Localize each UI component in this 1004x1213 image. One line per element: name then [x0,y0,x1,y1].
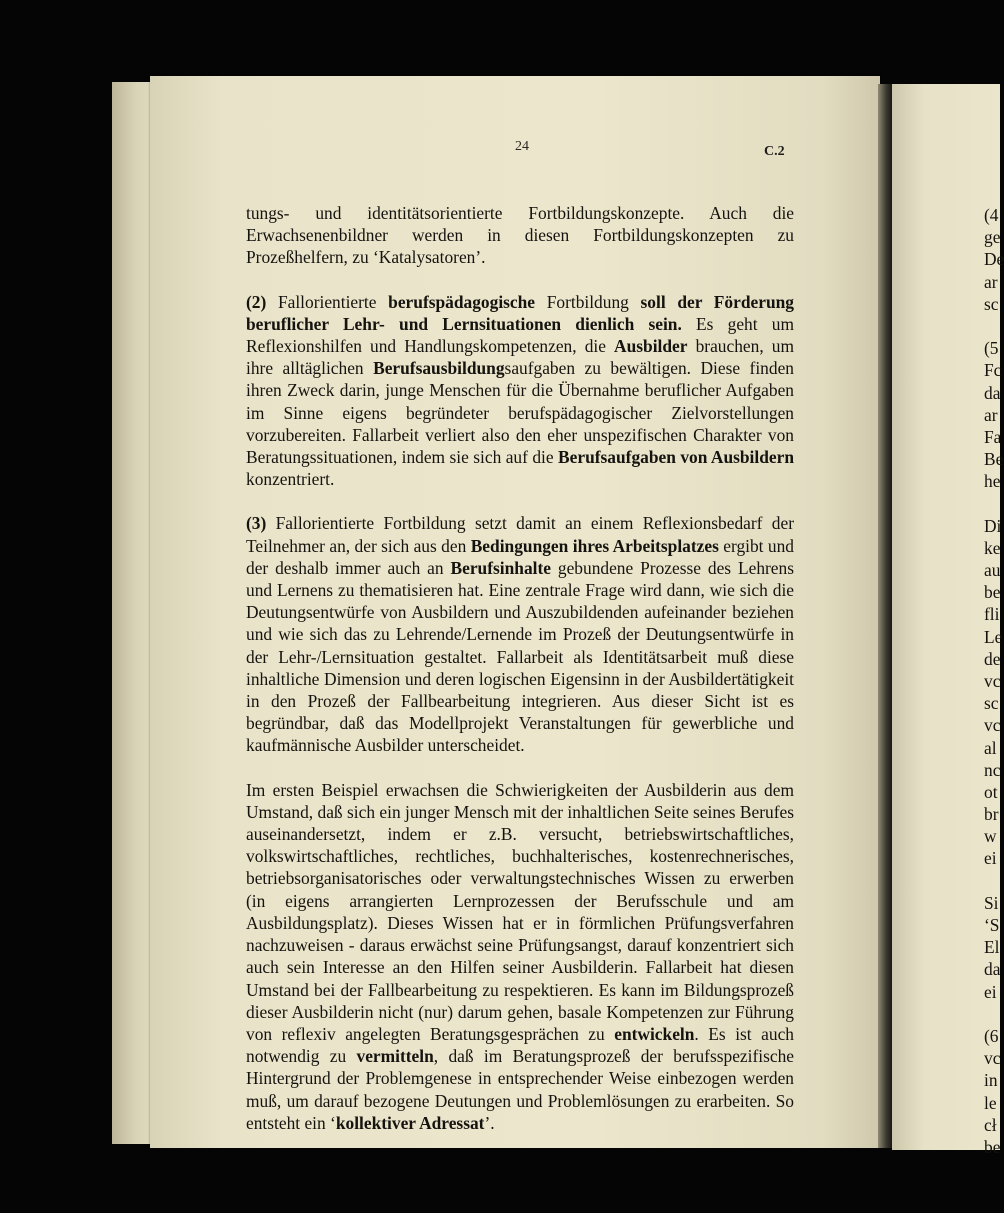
text-run: tungs- und identitätsorientierte Fortbildungskonzepte. Auch die Erwachsenenbildner werden in diesen Fortbildungskonzepten zu Prozeßhelfern, zu ‘Katalysatoren’. [246,203,794,268]
text-run: . Es ist auch notwendig zu [246,1023,794,1067]
right-page-fragment: ‘S [984,915,1000,935]
right-page-fragment: au [984,560,1001,580]
right-page-fragment: sc [984,293,999,314]
text-run: Fallorientierte [266,291,389,312]
right-page-fragment: fli [984,604,1000,625]
text-run: Fallorientierte Fortbildung setzt damit an einem Reflexionsbedarf der Teilnehmer an, der sich aus den [246,513,794,556]
right-page-fragment: ot [984,781,998,802]
text-run: konzentriert. [246,469,335,490]
bold-text: Ausbilder [614,336,688,357]
right-page-fragment: de [984,648,1001,669]
right-page-fragment: De [984,249,1004,270]
right-page-fragment: vc [984,1048,1001,1069]
right-page-fragment: vc [984,670,1001,691]
body-text [246,202,794,1156]
bold-text: berufspädagogische [388,291,536,312]
text-run: saufgaben zu bewältigen. Diese finden ihren Zweck darin, junge Menschen für die Übernahme beruflicher Aufgaben im Sinne eigens begründeter berufspädagogischer Zielvorstellungen vorzubereiten. Fallarbeit verliert also den eher unspezifischen Charakter von Beratungssituationen, indem sie sich auf die [246,358,794,468]
right-page-fragment: he [984,471,1001,492]
bold-text: kollektiver Adressat [335,1112,485,1133]
text-run: Im ersten Beispiel erwachsen die Schwierigkeiten der Ausbilderin aus dem Umstand, daß sich ein junger Mensch mit der inhaltlichen Seite seines Berufes auseinandersetzt, indem er z.B. versucht, betriebswirtschaftliches, volkswirtschaftliches, rechtliches, buchhalterisches, kostenrechnerisches, betriebsorganisatorisches oder verwaltungstechnisches Wissen zu erwerben (in eigens arrangierten Lernprozessen der Berufsschule und am Ausbildungsplatz). Dieses Wissen hat er in förmlichen Prüfungsverfahren nachzuweisen - daraus erwächst seine Prüfungsangst, darauf konzentriert sich auch sein Interesse an den Hilfen seiner Ausbilderin. Fallarbeit hat diesen Umstand bei der Fallbearbeitung zu respektieren. Es kann im Bildungsprozeß dieser Ausbilderin nicht (nur) darum gehen, basale Kompetenzen zur Führung von reflexiv angelegten Beratungsgesprächen zu [246,779,794,1044]
right-page-fragment: ei [984,981,997,1002]
right-page-fragment [984,870,1000,892]
right-page-fragment: ar [984,404,998,425]
right-page-fragment: w [984,826,997,847]
section-id: C.2 [764,144,785,159]
right-page-fragment: Be [984,449,1004,470]
right-page-text-fragments [984,204,1004,1158]
bold-text: vermitteln [356,1046,434,1067]
right-page-fragment: da [984,959,1001,980]
right-page-fragment: be [984,582,1001,603]
text-run: ’. [484,1112,495,1133]
bold-text: (2) [246,291,267,312]
right-page-fragment: Fa [984,426,1002,447]
text-run: ergibt und der deshalb immer auch an [246,535,795,578]
bold-text: Berufsausbildung [373,358,505,379]
right-page-fragment: be [984,1136,1001,1157]
text-run: Es geht um Reflexionshilfen und Handlungskompetenzen, die [246,313,794,357]
paragraph [246,202,794,269]
right-page-fragment: ei [984,848,997,869]
right-page-fragment [984,315,1000,337]
right-page-fragment: ar [984,271,998,292]
right-page-fragment: Di [984,515,1002,536]
bold-text: (3) [246,513,267,534]
right-page-fragment: da [984,382,1001,403]
text-run: Fortbildung [535,291,641,312]
paragraph [246,779,794,1134]
book-gutter [878,84,892,1148]
right-page-fragment [984,492,1000,514]
right-page-fragment: El [984,937,1000,958]
text-run: , daß im Beratungsprozeß der berufsspezifische Hintergrund der Problemgenese in entsprechender Weise einbezogen werden muß, um darauf bezogene Deutungen und Problemlösungen zu erarbeiten. So entsteht ein ‘ [246,1046,794,1133]
right-page-fragment: ke [984,537,1001,558]
bold-text: Berufsaufgaben von Ausbildern [558,447,794,468]
right-page-fragment: (4 [984,205,999,225]
right-page-fragment: nc [984,759,1001,780]
right-page-fragment: Fc [984,360,1002,381]
page-number: 24 [515,139,529,154]
right-page-fragment: cł [984,1114,997,1135]
right-page-fragment: br [984,804,999,825]
paragraph [246,512,794,756]
paragraph [246,291,794,491]
right-page-fragment: ge [984,227,1001,248]
text-run: brauchen, um ihre alltäglichen [246,336,794,379]
text-run: gebundene Prozesse des Lehrens und Lernens zu thematisieren hat. Eine zentrale Frage wird dann, wie sich die Deutungsentwürfe von Ausbildern und Auszubildenden aufeinander beziehen und wie sich das zu Lehrende/Lernende im Prozeß der Deutungsentwürfe in der Lehr-/Lernsituation gestaltet. Fallarbeit als Identitätsarbeit muß diese inhaltliche Dimension und deren logischen Eigensinn in der Ausbildertätigkeit in den Prozeß der Fallbearbeitung integrieren. Aus dieser Sicht ist es begründbar, daß das Modellprojekt Veranstaltungen für gewerbliche und kaufmännische Ausbilder unterscheidet. [246,557,794,756]
right-page-fragment: (6 [984,1025,999,1046]
bold-text: Berufsinhalte [450,557,551,578]
right-page-fragment: Si [984,892,999,913]
right-page-fragment: Le [984,626,1003,647]
right-page-fragment: in [984,1070,998,1091]
bold-text: Bedingungen ihres Arbeitsplatzes [470,535,719,556]
right-page-fragment: (5 [984,338,999,359]
right-page-fragment: le [984,1092,997,1113]
bold-text: entwickeln [614,1023,695,1044]
right-page-fragment [984,1003,1000,1025]
right-page-fragment: vc [984,715,1001,736]
right-page-fragment: al [984,737,997,758]
bold-text: soll der Förderung beruflicher Lehr- und Lernsituationen dienlich sein. [246,291,794,334]
right-page-fragment: sc [984,693,999,714]
